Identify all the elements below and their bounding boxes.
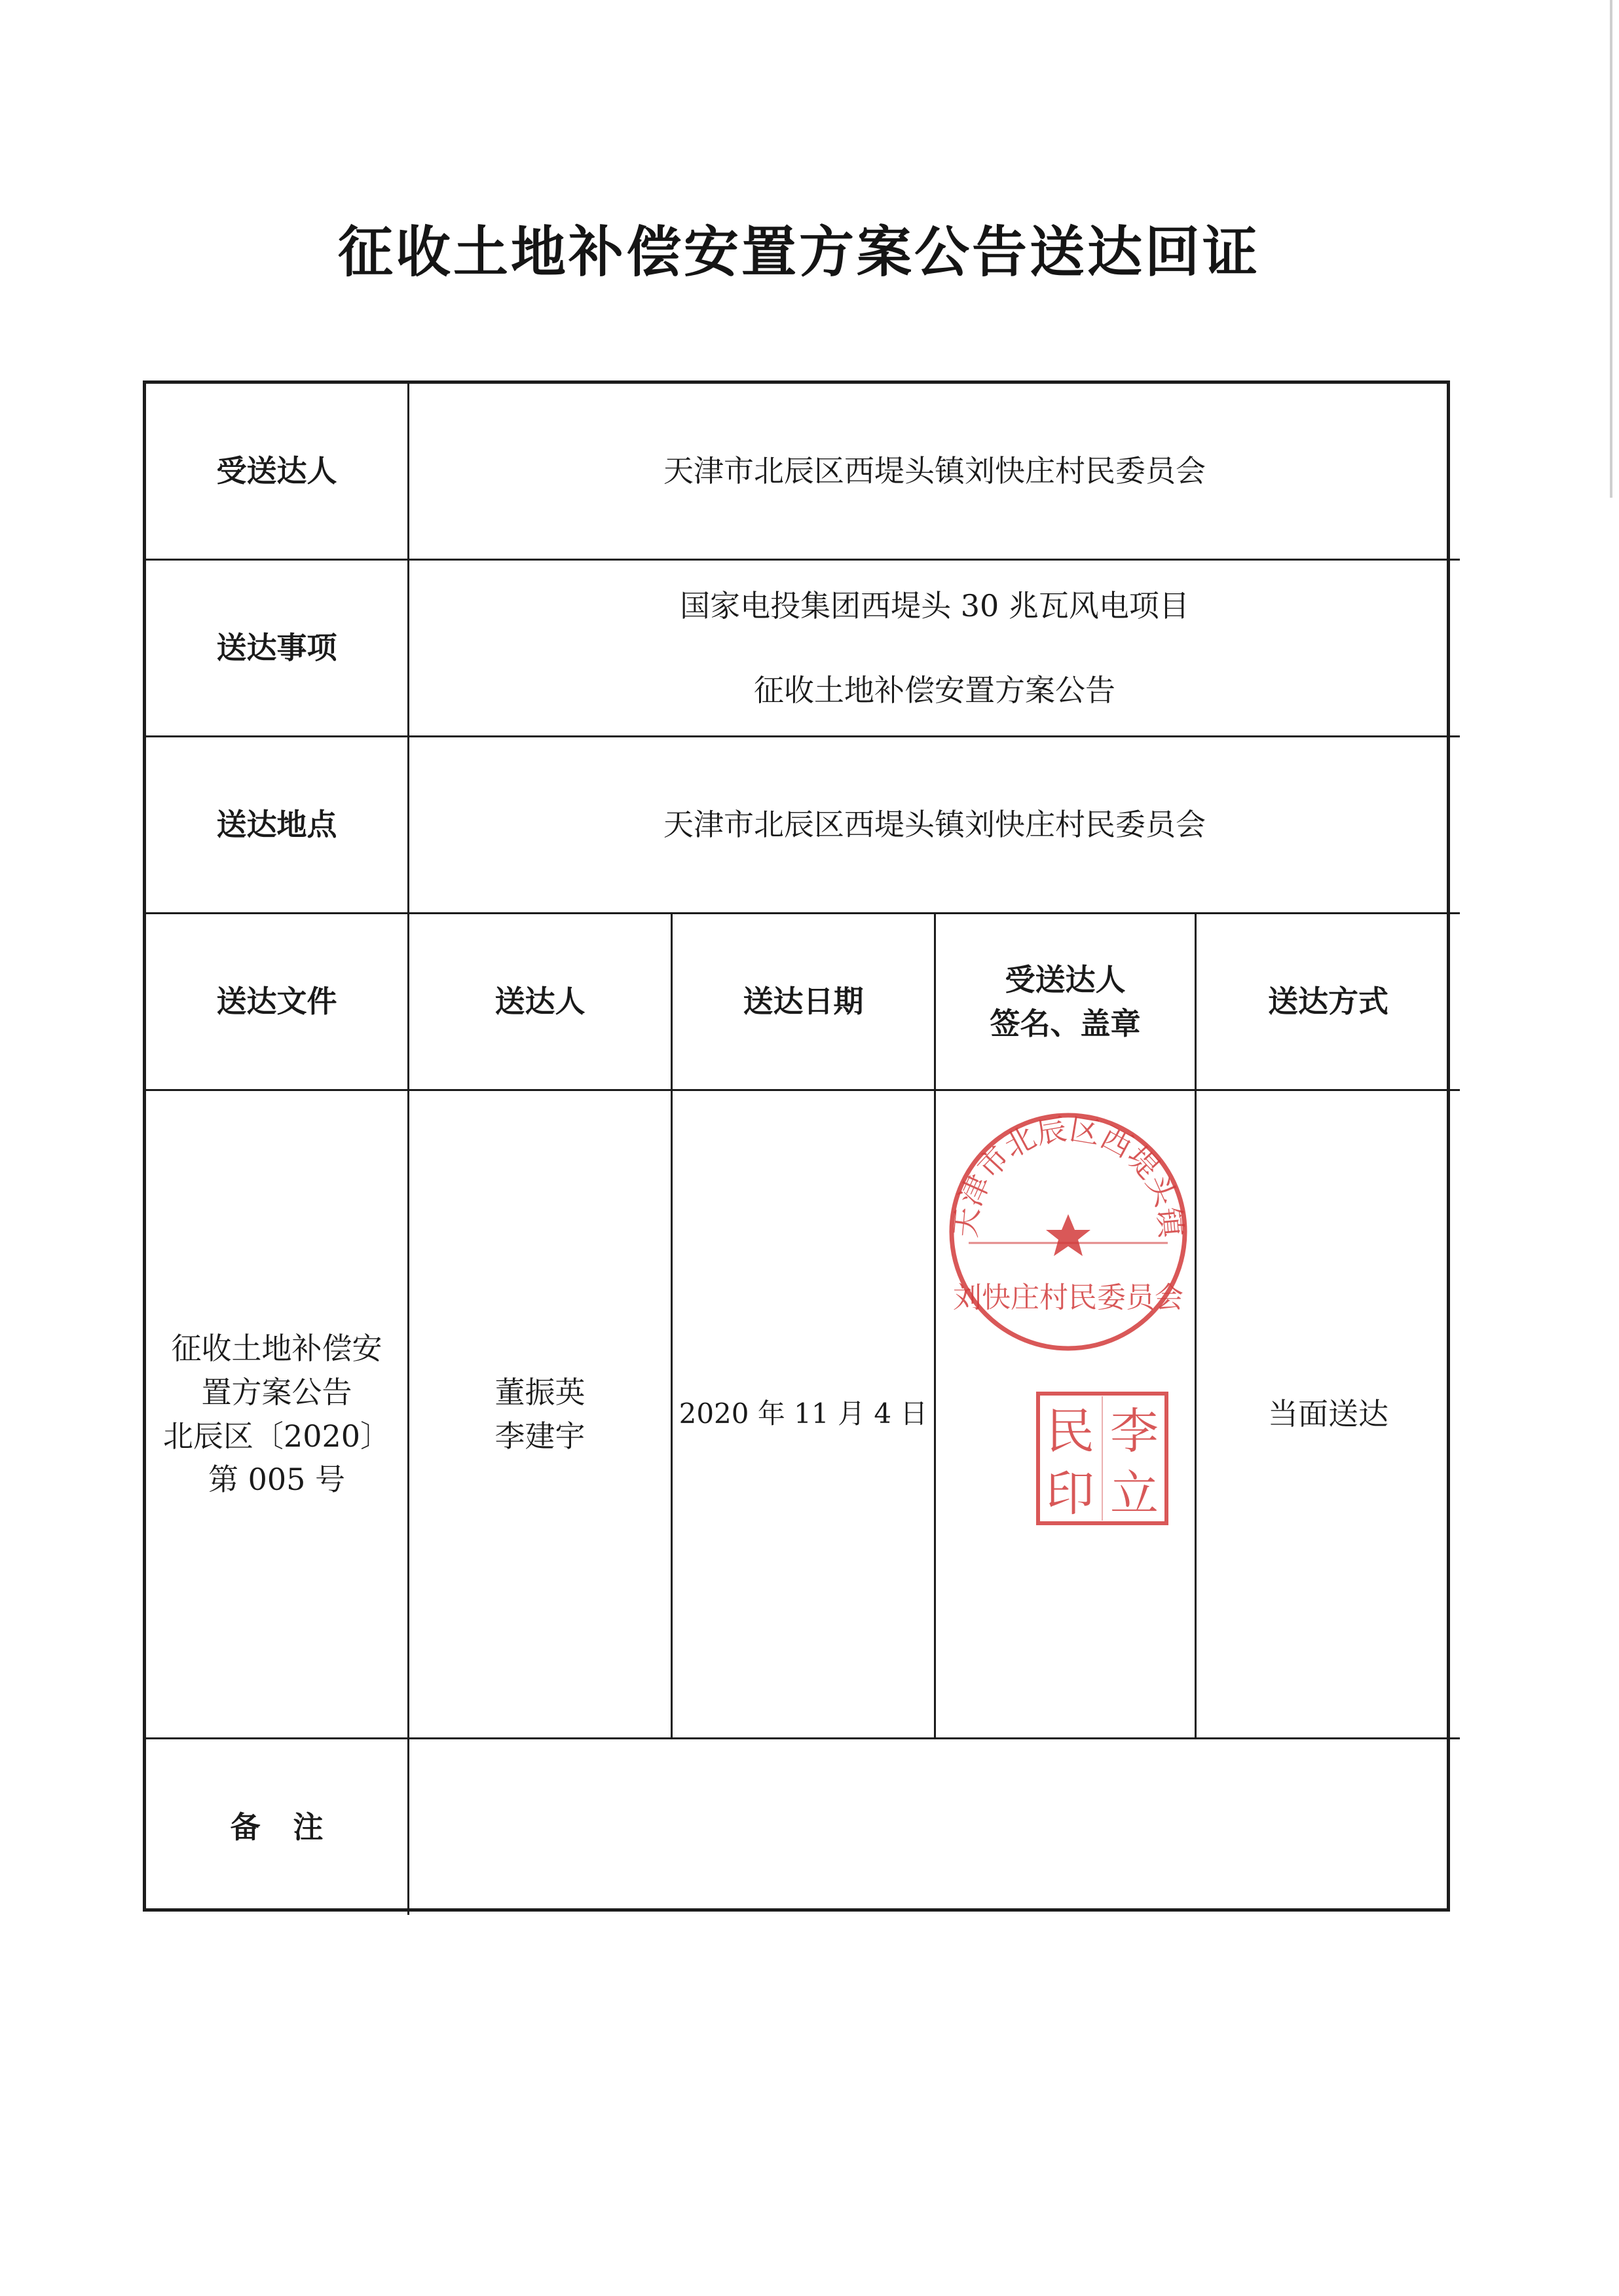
header-date: 送达日期	[743, 984, 864, 1020]
remarks-label: 备注	[230, 1809, 356, 1845]
square-seal-char: 民	[1046, 1403, 1094, 1460]
matter-line: 国家电投集团西堤头 30 兆瓦风电项目	[680, 587, 1189, 623]
seal-star-icon	[1046, 1214, 1090, 1256]
header-document: 送达文件	[216, 984, 337, 1020]
entry-deliverer-name: 董振英	[494, 1374, 586, 1410]
round-seal-top-text: 天津市北辰区西堤头镇	[947, 1111, 1189, 1240]
matter-line: 征收土地补偿安置方案公告	[754, 672, 1115, 708]
page-title: 征收土地补偿安置方案公告送达回证	[337, 220, 1260, 284]
entry-method: 当面送达	[1268, 1396, 1388, 1432]
header-signature-line: 受送达人	[1005, 961, 1126, 997]
header-deliverer-cell	[409, 914, 673, 1091]
entry-document-line: 置方案公告	[201, 1374, 352, 1410]
matter-label-cell	[146, 561, 409, 737]
recipient-label-cell	[146, 384, 409, 561]
place-value-cell	[409, 737, 1460, 914]
recipient-value: 天津市北辰区西堤头镇刘快庄村民委员会	[663, 453, 1206, 489]
remarks-value-cell	[409, 1739, 1460, 1915]
header-signature-line: 签名、盖章	[990, 1005, 1141, 1041]
square-seal-char: 立	[1110, 1466, 1159, 1522]
remarks-label-cell	[146, 1739, 409, 1915]
entry-deliverer-name: 李建宇	[494, 1418, 586, 1454]
entry-document-cell	[146, 1091, 409, 1739]
entry-method-cell	[1197, 1091, 1460, 1739]
header-method-cell	[1197, 914, 1460, 1091]
round-seal-bottom-text: 刘快庄村民委员会	[953, 1281, 1183, 1314]
matter-value-cell	[409, 561, 1460, 737]
recipient-label: 受送达人	[216, 453, 337, 489]
header-signature-cell	[936, 914, 1197, 1091]
place-label: 送达地点	[216, 807, 337, 843]
scan-edge-mark	[1610, 0, 1612, 498]
header-deliverer: 送达人	[494, 984, 586, 1020]
entry-document-line: 北辰区〔2020〕	[162, 1418, 391, 1454]
entry-date-cell	[673, 1091, 936, 1739]
place-label-cell	[146, 737, 409, 914]
entry-document-line: 第 005 号	[208, 1462, 346, 1498]
matter-label: 送达事项	[216, 630, 337, 666]
header-method: 送达方式	[1268, 984, 1388, 1020]
seal-stamps	[936, 1091, 1197, 1739]
place-value: 天津市北辰区西堤头镇刘快庄村民委员会	[663, 807, 1206, 843]
entry-document-line: 征收土地补偿安	[171, 1331, 382, 1367]
entry-signature-cell	[936, 1091, 1197, 1739]
square-seal	[1038, 1394, 1166, 1523]
square-seal-char: 印	[1046, 1466, 1094, 1522]
recipient-value-cell	[409, 384, 1460, 561]
entry-deliverer-cell	[409, 1091, 673, 1739]
round-seal	[948, 1111, 1189, 1348]
entry-date: 2020 年 11 月 4 日	[679, 1398, 928, 1430]
header-date-cell	[673, 914, 936, 1091]
delivery-receipt-table	[143, 380, 1450, 1912]
header-document-cell	[146, 914, 409, 1091]
square-seal-char: 李	[1110, 1403, 1159, 1460]
